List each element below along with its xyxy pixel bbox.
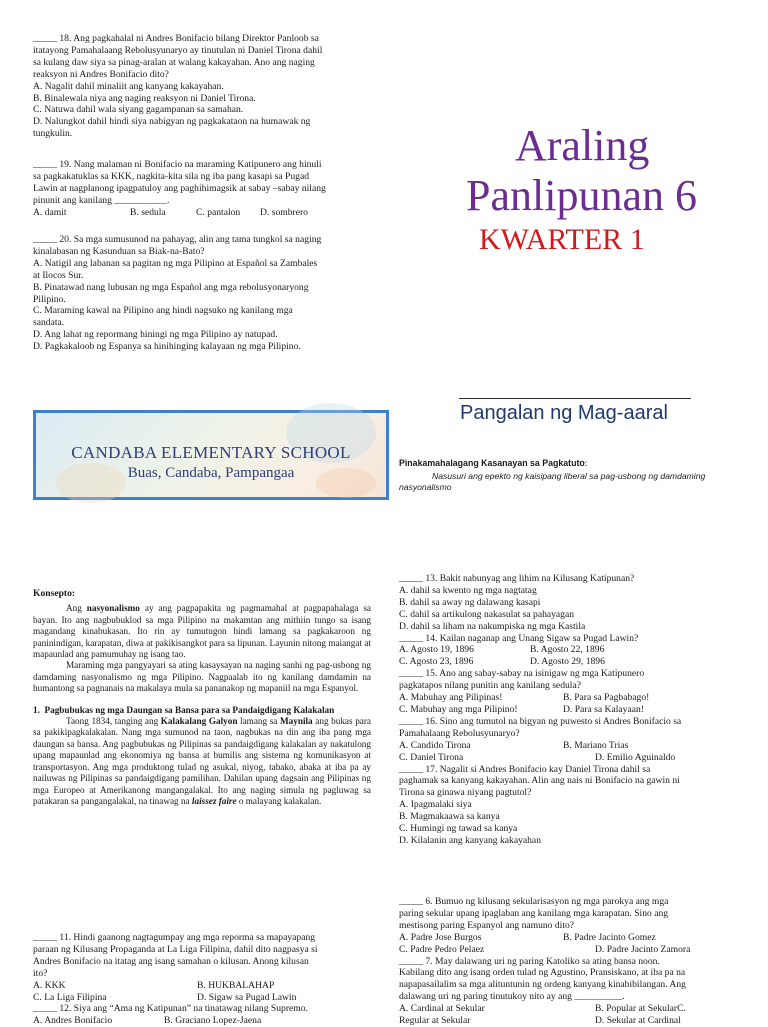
q7-option-c: Regular at Sekular: [399, 1015, 471, 1027]
q15-line: _____ 15. Ano ang sabay-sabay na isinigaw ng mga Katipunero: [399, 668, 645, 680]
q14-option-a: A. Agosto 19, 1896: [399, 644, 474, 656]
q6-line: paring sekular upang ipaglaban ang kanilang mga karapatan. Sino ang: [399, 907, 669, 919]
question-18: [33, 33, 373, 140]
student-name-label: Pangalan ng Mag-aaral: [460, 402, 668, 424]
q18-line: _____ 18. Ang pagkahalal ni Andres Bonifacio bilang Direktor Panloob sa: [33, 33, 319, 44]
q19-options: [33, 207, 373, 219]
q11-line: paraan ng Kilusang Propaganda at La Liga Filipina, dahil dito nagpasya si: [33, 943, 318, 955]
q19-line: Lawin at nagplanong ipagpatuloy ang paghihimagsik at sabay –sabay nilang: [33, 182, 326, 194]
q19-option-b: B. sedula: [130, 206, 166, 218]
q18-option: tungkulin.: [33, 128, 73, 140]
q12-line: _____ 12. Siya ang “Ama ng Katipunan” na tinatawag nilang Supremo.: [33, 1003, 308, 1015]
q16-option-a: A. Candido Tirona: [399, 739, 471, 751]
q18-option: D. Nalungkot dahil hindi siya nabigyan ng pagkakataon na humawak ng: [33, 116, 311, 128]
q20-option: D. Pagkakaloob ng Espanya sa hinihinging kalayaan ng mga Pilipino.: [33, 341, 301, 353]
questions-11-12: [33, 932, 378, 1027]
q20-option: A. Natigil ang labanan sa pagitan ng mga Pilipino at Español sa Zambales: [33, 257, 318, 269]
q18-option: A. Nagalit dahil minaliit ang kanyang kakayahan.: [33, 80, 224, 92]
q20-option: C. Maraming kawal na Pilipino ang hindi nagsuko ng kanilang mga: [33, 305, 293, 317]
q16-options: [399, 752, 749, 764]
q18-line: reaksyon ni Andres Bonifacio dito?: [33, 68, 169, 80]
q17-line: Tirona sa ginawa niyang pagtutol?: [399, 787, 532, 799]
q13-line: _____ 13. Bakit nabunyag ang lihim na Kilusang Katipunan?: [399, 573, 635, 584]
q7-option-d: D. Sekular at Cardinal: [595, 1015, 681, 1027]
q6-options: [399, 932, 749, 944]
q14-option-b: B. Agosto 22, 1896: [530, 644, 605, 656]
q6-options: [399, 944, 749, 956]
q15-option-b: B. Para sa Pagbabago!: [563, 692, 650, 704]
section-heading: [33, 705, 371, 716]
q18-line: sa kulang daw siya sa pinag-aralan at walang kakayahan. Ano ang naging: [33, 56, 315, 68]
p3-term: Maynila: [279, 716, 313, 727]
q15-options: [399, 704, 749, 716]
q13-option: A. dahil sa kwento ng mga nagtatag: [399, 584, 537, 596]
q20-option: B. Pinatawad nang lubusan ng mga Español ang mga rebolusyonaryong: [33, 281, 309, 293]
p3-text: Taong 1834, tanging ang: [66, 716, 161, 727]
q11-option-b: B. HUKBALAHAP: [197, 979, 275, 991]
q13-option: C. dahil sa artikulong nakasulat sa pahayagan: [399, 608, 575, 620]
q6-line: mestisong paring Espanyol ang namuno dito?: [399, 919, 575, 931]
q11-option-a: A. KKK: [33, 979, 66, 991]
q7-option-a: A. Cardinal at Sekular: [399, 1003, 485, 1015]
q17-option: A. Ipagmalaki siya: [399, 799, 472, 811]
p3-text: ang bukas para sa pakikipagkalakalan. Nang mga sumunod na taon, nagbukas na din ang iba pang mga daungan sa bansa. Ang pagbubukas ng Pilipinas sa pandaigdigang kalakalan ay nakatulong upang mapaunlad ang ekonomiya ng bansa at bumilis ang sistema ng komunikasyon at transportasyon. Ang mga produktong tulad ng asukal, niyog, tabako, abaka at iba pa ay nailuwas ng Pilipinas sa pandaigdigang pamilihan. Dahilan upang dagsain ang Pilipinas ng mga Europeo at Amerikanong mangangalakal. Ito ang naging simula ng pagluwag sa patakaran sa pangangalakal, na tinawag na: [33, 716, 372, 806]
q14-options: [399, 644, 749, 656]
p3-text: lamang sa: [237, 716, 280, 727]
q11-options: [33, 992, 378, 1004]
competency-description: Nasusuri ang epekto ng kaisipang liberal sa pag-usbong ng damdaming: [432, 470, 706, 481]
q7-line: dalawang uri ng paring tinutukoy nito ay ang __________.: [399, 991, 625, 1003]
q7-line: _____ 7. May dalawang uri ng paring Katoliko sa ating bansa noon.: [399, 955, 660, 967]
q16-options: [399, 740, 749, 752]
school-address: Buas, Candaba, Pampangaa: [127, 465, 295, 481]
q15-option-c: C. Mabuhay ang mga Pilipino!: [399, 703, 518, 715]
q12-option-a: A. Andres Bonifacio: [33, 1015, 113, 1027]
p3-italic-term: laissez faire: [191, 795, 237, 806]
q7-options: [399, 1003, 749, 1015]
competency-colon: :: [584, 459, 588, 469]
p1-text: ay ang pagpapakita ng pagmamahal at pagpapahalaga sa bayan. Ito ang nagbubuklod sa mga Pilipino na makamtan ang mithiin tungo sa isang magandang kinabukasan. Ito rin ay tumutugon hindi lamang sa pagkakaroon ng paninindigan, karapatan, diwa at pakikisangkot para sa lipunan. Layunin nitong maiangat at mapaunlad ang pamumuhay ng isang tao.: [33, 603, 371, 660]
q20-line: kinalabasan ng Kasunduan sa Biak-na-Bato?: [33, 245, 205, 257]
konsepto-heading: Konsepto:: [33, 588, 76, 599]
q11-option-d: D. Sigaw sa Pugad Lawin: [197, 991, 297, 1003]
q16-line: _____ 16. Sino ang tumutol na bigyan ng puwesto si Andres Bonifacio sa: [399, 715, 682, 727]
competency-description: nasyonalismo: [399, 482, 452, 493]
q20-line: _____ 20. Sa mga sumusunod na pahayag, alin ang tama tungkol sa naging: [33, 234, 322, 245]
q18-option: C. Natuwa dahil wala siyang gagampanan sa samahan.: [33, 104, 244, 116]
q16-option-d: D. Emilio Aguinaldo: [595, 751, 676, 763]
q11-line: _____ 11. Hindi gaanong nagtagumpay ang mga reporma sa mapayapang: [33, 932, 316, 943]
konsepto-section: [33, 588, 371, 807]
q15-option-a: A. Mabuhay ang Pilipinas!: [399, 692, 503, 704]
konsepto-paragraph: Maraming mga pangyayari sa ating kasaysayan na naging sanhi ng pag-usbong ng damdaming nasyonalismo ng mga Pilipino. Nagpaalab ito ng kanilang damdamin na humantong sa pagnanais na makalaya mula sa pananakop ng mapaniil na mga Espanyol.: [33, 660, 371, 694]
q6-option-d: D. Padre Jacinto Zamora: [595, 943, 691, 955]
q6-option-a: A. Padre Jose Burgos: [399, 931, 482, 943]
q19-option-d: D. sombrero: [260, 206, 308, 218]
q17-option: D. Kilalanin ang kanyang kakayahan: [399, 834, 541, 846]
q14-option-c: C. Agosto 23, 1896: [399, 656, 474, 668]
section-title: Pagbubukas ng mga Daungan sa Bansa para sa Pandaigdigang Kalakalan: [44, 704, 335, 715]
p3-text: o malayang kalakalan.: [236, 795, 322, 806]
q20-option: D. Ang lahat ng repormang hiningi ng mga Pilipino ay natupad.: [33, 329, 278, 341]
school-banner: [33, 410, 389, 500]
q7-options: [399, 1015, 749, 1027]
competency-label: Pinakamahalagang Kasanayan sa Pagkatuto: [399, 458, 585, 468]
konsepto-paragraph: [33, 603, 371, 660]
learning-competency: [399, 458, 739, 494]
school-name: CANDABA ELEMENTARY SCHOOL: [71, 443, 351, 462]
q19-option-c: C. pantalon: [196, 206, 241, 218]
q19-line: _____ 19. Nang malaman ni Bonifacio na maraming Katipunero ang hinuli: [33, 159, 322, 170]
q17-line: paghamak sa kanyang kakayahan. Alin ang nais ni Bonifacio na gawin ni: [399, 775, 680, 787]
p1-term: nasyonalismo: [86, 603, 140, 614]
q16-line: Pamahalaang Rebolusyunaryo?: [399, 727, 520, 739]
q13-option: D. dahil sa liham na nakumpiska ng mga Kastila: [399, 620, 586, 632]
q17-option: B. Magmakaawa sa kanya: [399, 811, 500, 823]
q20-option: at Ilocos Sur.: [33, 269, 84, 281]
q16-option-c: C. Daniel Tirona: [399, 751, 464, 763]
konsepto-paragraph: [33, 716, 371, 807]
q14-option-d: D. Agosto 29, 1896: [530, 656, 605, 668]
p1-text: Ang: [66, 603, 87, 614]
q11-options: [33, 980, 378, 992]
q7-option-b: B. Popular at SekularC.: [595, 1003, 686, 1015]
section-number: 1.: [33, 704, 40, 715]
q15-options: [399, 692, 749, 704]
p3-term: Kalakalang Galyon: [160, 716, 238, 727]
q11-line: Andres Bonifacio na itatag ang isang samahan o kilusan. Anong kilusan: [33, 955, 309, 967]
name-underline: [459, 398, 691, 399]
q6-option-b: B. Padre Jacinto Gomez: [563, 931, 656, 943]
q7-line: napapasailalim sa mga alituntunin ng ordeng kanyang kinabibilangan. Ang: [399, 979, 686, 991]
q6-option-c: C. Padre Pedro Pelaez: [399, 943, 485, 955]
q16-option-b: B. Mariano Trias: [563, 739, 629, 751]
subject-title-line2: Panlipunan 6: [466, 171, 697, 220]
q20-option: Pilipino.: [33, 293, 66, 305]
questions-6-7: [399, 896, 749, 1027]
q15-line: pagkatapos nilang punitin ang kanilang sedula?: [399, 680, 581, 692]
q15-option-d: D. Para sa Kalayaan!: [563, 703, 644, 715]
q14-line: _____ 14. Kailan naganap ang Unang Sigaw sa Pugad Lawin?: [399, 632, 639, 644]
q7-line: Kabilang dito ang isang orden tulad ng Agustino, Pransiskano, at iba pa na: [399, 967, 686, 979]
q12-options: [33, 1015, 378, 1027]
quarter-label: KWARTER 1: [479, 223, 645, 256]
q19-option-a: A. damit: [33, 206, 67, 218]
q17-line: _____ 17. Nagalit si Andres Bonifacio kay Daniel Tirona dahil sa: [399, 763, 651, 775]
subject-title-line1: Araling: [515, 121, 650, 170]
q11-line: ito?: [33, 967, 48, 979]
question-20: [33, 234, 373, 353]
q11-option-c: C. La Liga Filipina: [33, 991, 107, 1003]
q18-line: itatayong Pamahalaang Rebolusyunaryo ay tinutulan ni Daniel Tirona dahil: [33, 44, 323, 56]
q14-options: [399, 656, 749, 668]
question-19: [33, 159, 373, 219]
q12-option-b: B. Graciano Lopez-Jaena: [164, 1015, 262, 1027]
q13-option: B. dahil sa away ng dalawang kasapi: [399, 596, 541, 608]
q20-option: sandata.: [33, 317, 65, 329]
q18-option: B. Binalewala niya ang naging reaksyon ni Daniel Tirona.: [33, 92, 256, 104]
questions-13-17: [399, 573, 749, 847]
q6-line: _____ 6. Bumuo ng kilusang sekularisasyon ng mga parokya ang mga: [399, 896, 669, 907]
q17-option: C. Humingi ng tawad sa kanya: [399, 823, 518, 835]
q19-line: sa pagkakatuklas sa KKK, nagkita-kita sila ng iba pang kasapi sa Pugad: [33, 170, 310, 182]
q19-line: pinunit ang kanilang ___________.: [33, 194, 170, 206]
